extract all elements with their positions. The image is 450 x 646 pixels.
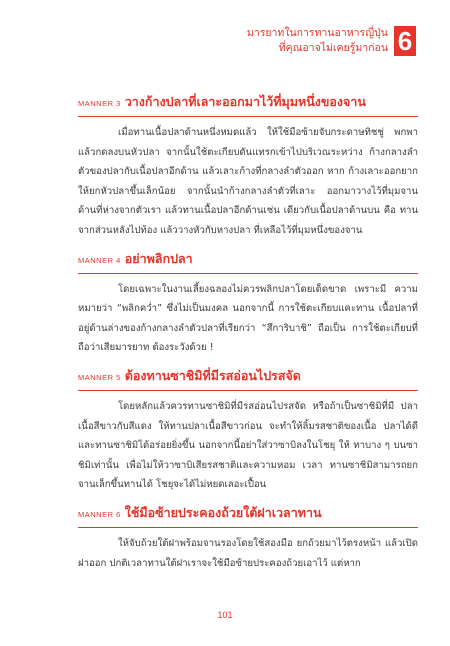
section-manner-5 [78,366,418,495]
section-heading: ใช้มือซ้ายประคองถ้วยใต้ฝาเวลาทาน [124,504,322,520]
section-manner-6 [78,503,418,573]
section-title [78,366,418,386]
page-content [78,92,418,581]
section-divider [78,116,418,117]
chapter-title-line1: มารยาทในการทานอาหารญี่ปุ่น [246,27,388,39]
chapter-number-badge: 6 [394,26,416,56]
section-paragraph: เมื่อทานเนื้อปลาด้านหนึ่งหมดแล้ว ให้ใช้มือซ้ายจับกระดาษทิชชู่ พกพาแล้วกดลงบนหัวปลา จากนั้นใช้ตะเกียบดันแทรกเข้าไปบริเวณระหว่าง ก้างกลางลำตัวของปลากับเนื้อปลาอีกด้าน แล้วเลาะก้างที่กลางลำตัวออก หาก ก้างเลาะออกยากให้ยกหัวปลาขึ้นเล็กน้อย จากนั้นนำก้างกลางลำตัวที่เลาะ ออกมาวางไว้ที่มุมจานด้านที่ห่างจากตัวเรา แล้วทานเนื้อปลาอีกด้านเช่น เดียวกับเนื้อปลาด้านบน คือ ทานจากส่วนหลังไปท้อง แล้ววางหัวกับหางปลา ที่เหลือไว้ที่มุมหนึ่งของจาน [78,127,418,236]
chapter-title [247,26,388,56]
section-heading: อย่าพลิกปลา [124,250,193,266]
section-paragraph: โดยหลักแล้วควรทานซาชิมิที่มีรสอ่อนไปรสจัด หรือถ้าเป็นซาชิมิที่มี ปลาเนื้อสีขาวกับสีแดง ให้ทานปลาเนื้อสีขาวก่อน จะทำให้ลิ้มรสชาติของเนื้อ ปลาได้ดีและทานซาชิมิได้อร่อยยิ่งขึ้น นอกจากนี้อย่าใส่วาซาบิลงในโชยุ ให้ ทาบาง ๆ บนซาชิมิเท่านั้น เพื่อไม่ให้วาซาบิเสียรสชาติและความหอม เวลา ทานซาชิมิสามารถยกจานเล็กขึ้นทานได้ โชยุจะได้ไม่หยดเลอะเปื้อน [78,400,418,491]
section-heading: ต้องทานซาชิมิที่มีรสอ่อนไปรสจัด [124,367,301,383]
section-number: MANNER 4 [78,255,121,265]
section-title [78,249,418,269]
section-divider [78,273,418,274]
section-paragraph: โดยเฉพาะในงานเลี้ยงฉลองไม่ควรพลิกปลาโดยเด็ดขาด เพราะมี ความหมายว่า “พลิกคว่ำ” ซึ่งไม่เป็นมงคล นอกจากนี้ การใช้ตะเกียบแคะทาน เนื้อปลาที่อยู่ด้านล่างของก้างกลางลำตัวปลาที่เรียกว่า “สึการิบาชิ” ถือเป็น การใช้ตะเกียบที่ถือว่าเสียมารยาท ต้องระวังด้วย ! [78,283,418,354]
section-title [78,503,418,523]
section-paragraph: ให้จับถ้วยใต้ฝาพร้อมจานรองโดยใช้สองมือ ยกถ้วยมาไว้ตรงหน้า แล้วเปิดฝาออก ปกติเวลาทานใต้ฝาเราจะใช้มือซ้ายประคองถ้วยเอาไว้ แต่หาก [78,537,418,569]
section-manner-4 [78,249,418,358]
section-number: MANNER 5 [78,372,121,382]
section-heading: วางก้างปลาที่เลาะออกมาไว้ที่มุมหนึ่งของจาน [124,94,366,109]
section-manner-3 [78,92,418,241]
chapter-title-line2: ที่คุณอาจไม่เคยรู้มาก่อน [278,42,388,54]
page-number: 101 [217,610,233,620]
section-title [78,92,418,112]
chapter-header [247,26,416,56]
section-divider [78,390,418,391]
section-number: MANNER 3 [78,99,121,108]
section-number: MANNER 6 [78,509,121,519]
section-divider [78,527,418,528]
